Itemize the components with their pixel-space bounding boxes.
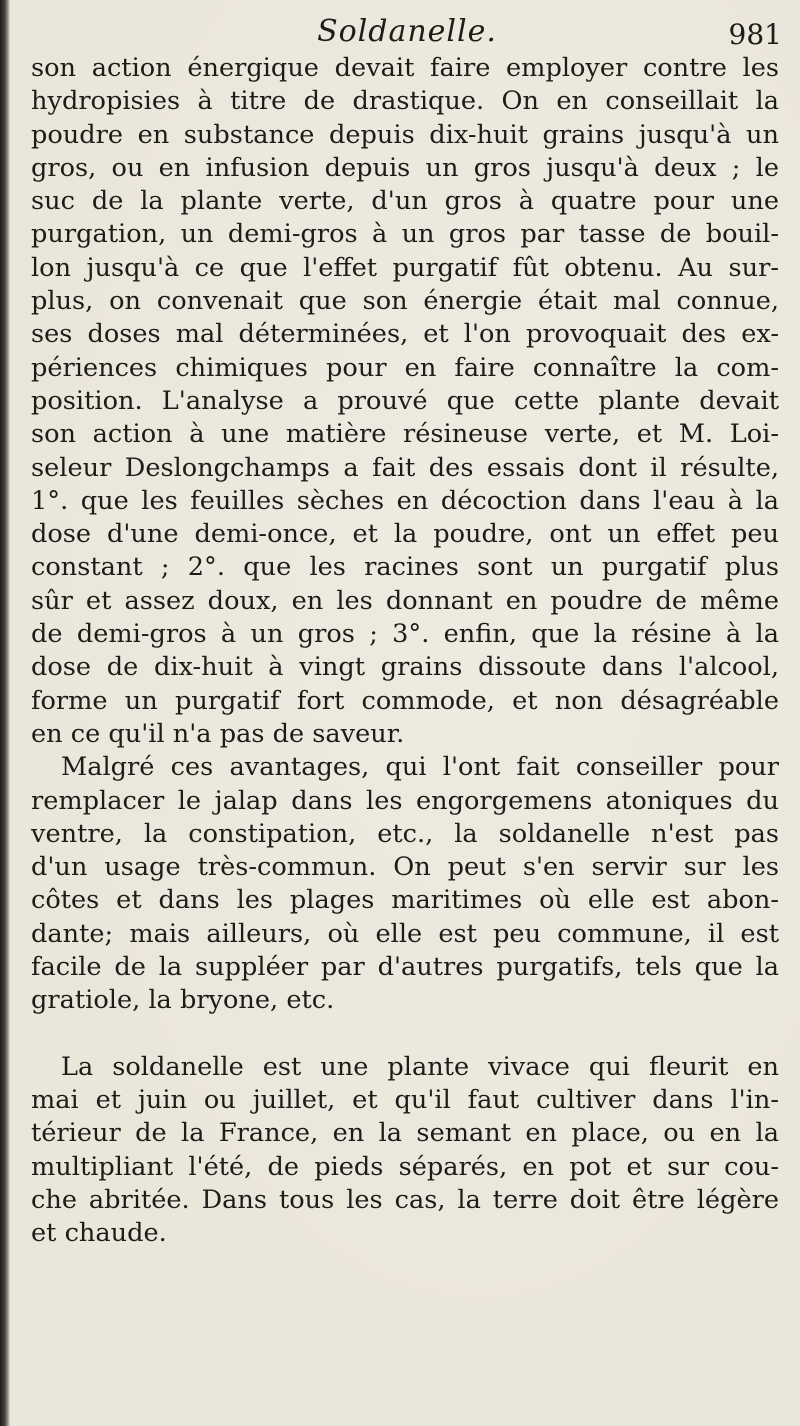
text-line: son action énergique devait faire employer contre les: [31, 53, 779, 83]
text-line: Malgré ces avantages, qui l'ont fait conseiller pour: [61, 752, 779, 783]
text-line: mai et juin ou juillet, et qu'il faut cultiver dans l'in-: [31, 1084, 779, 1115]
text-line: che abritée. Dans tous les cas, la terre doit être légère: [31, 1184, 779, 1215]
text-line: térieur de la France, en la semant en place, ou en la: [31, 1118, 779, 1149]
text-line: dante; mais ailleurs, où elle est peu commune, il est: [31, 918, 779, 949]
text-line: multipliant l'été, de pieds séparés, en pot et sur cou-: [31, 1151, 779, 1182]
text-line: lon jusqu'à ce que l'effet purgatif fût obtenu. Au sur-: [31, 252, 779, 283]
page-gutter-shadow: [0, 0, 10, 1426]
text-line: sûr et assez doux, en les donnant en poudre de même: [31, 585, 779, 616]
text-line: dose de dix-huit à vingt grains dissoute dans l'alcool,: [31, 652, 779, 683]
paragraph-3: [31, 1051, 779, 1251]
text-line: purgation, un demi-gros à un gros par tasse de bouil-: [31, 219, 779, 250]
body-text: [31, 52, 779, 1250]
text-line: position. L'analyse a prouvé que cette plante devait: [31, 385, 779, 416]
text-line: suc de la plante verte, d'un gros à quatre pour une: [31, 186, 779, 217]
paragraph-2: [31, 751, 779, 1017]
text-line: périences chimiques pour en faire connaître la com-: [31, 352, 779, 383]
paragraph-1: [31, 52, 779, 751]
paragraph-gap: [31, 1018, 779, 1051]
text-line: ventre, la constipation, etc., la soldanelle n'est pas: [31, 818, 779, 849]
text-line: forme un purgatif fort commode, et non désagréable: [31, 685, 779, 716]
text-line: seleur Deslongchamps a fait des essais dont il résulte,: [31, 452, 779, 483]
text-line: plus, on convenait que son énergie était mal connue,: [31, 286, 779, 317]
text-line: côtes et dans les plages maritimes où elle est abon-: [31, 885, 779, 916]
text-line: de demi-gros à un gros ; 3°. enfin, que la résine à la: [31, 619, 779, 650]
text-line: son action à une matière résineuse verte, et M. Loi-: [31, 419, 779, 450]
text-line: gratiole, la bryone, etc.: [31, 985, 335, 1016]
page-number: 981: [728, 18, 782, 51]
text-line: en ce qu'il n'a pas de saveur.: [31, 718, 405, 749]
text-line: d'un usage très-commun. On peut s'en servir sur les: [31, 852, 779, 883]
text-line: 1°. que les feuilles sèches en décoction dans l'eau à la: [31, 485, 779, 516]
running-title: Soldanelle.: [317, 14, 497, 49]
page-header: [28, 12, 786, 56]
text-line: gros, ou en infusion depuis un gros jusqu'à deux ; le: [31, 152, 779, 183]
text-line: constant ; 2°. que les racines sont un purgatif plus: [31, 552, 779, 583]
text-line: et chaude.: [31, 1218, 167, 1249]
text-line: hydropisies à titre de drastique. On en conseillait la: [31, 86, 779, 117]
text-line: facile de la suppléer par d'autres purgatifs, tels que la: [31, 952, 779, 983]
text-line: dose d'une demi-once, et la poudre, ont un effet peu: [31, 519, 779, 550]
text-line: La soldanelle est une plante vivace qui fleurit en: [61, 1051, 779, 1082]
text-line: ses doses mal déterminées, et l'on provoquait des ex-: [31, 319, 779, 350]
text-line: poudre en substance depuis dix-huit grains jusqu'à un: [31, 119, 779, 150]
text-line: remplacer le jalap dans les engorgemens atoniques du: [31, 785, 779, 816]
